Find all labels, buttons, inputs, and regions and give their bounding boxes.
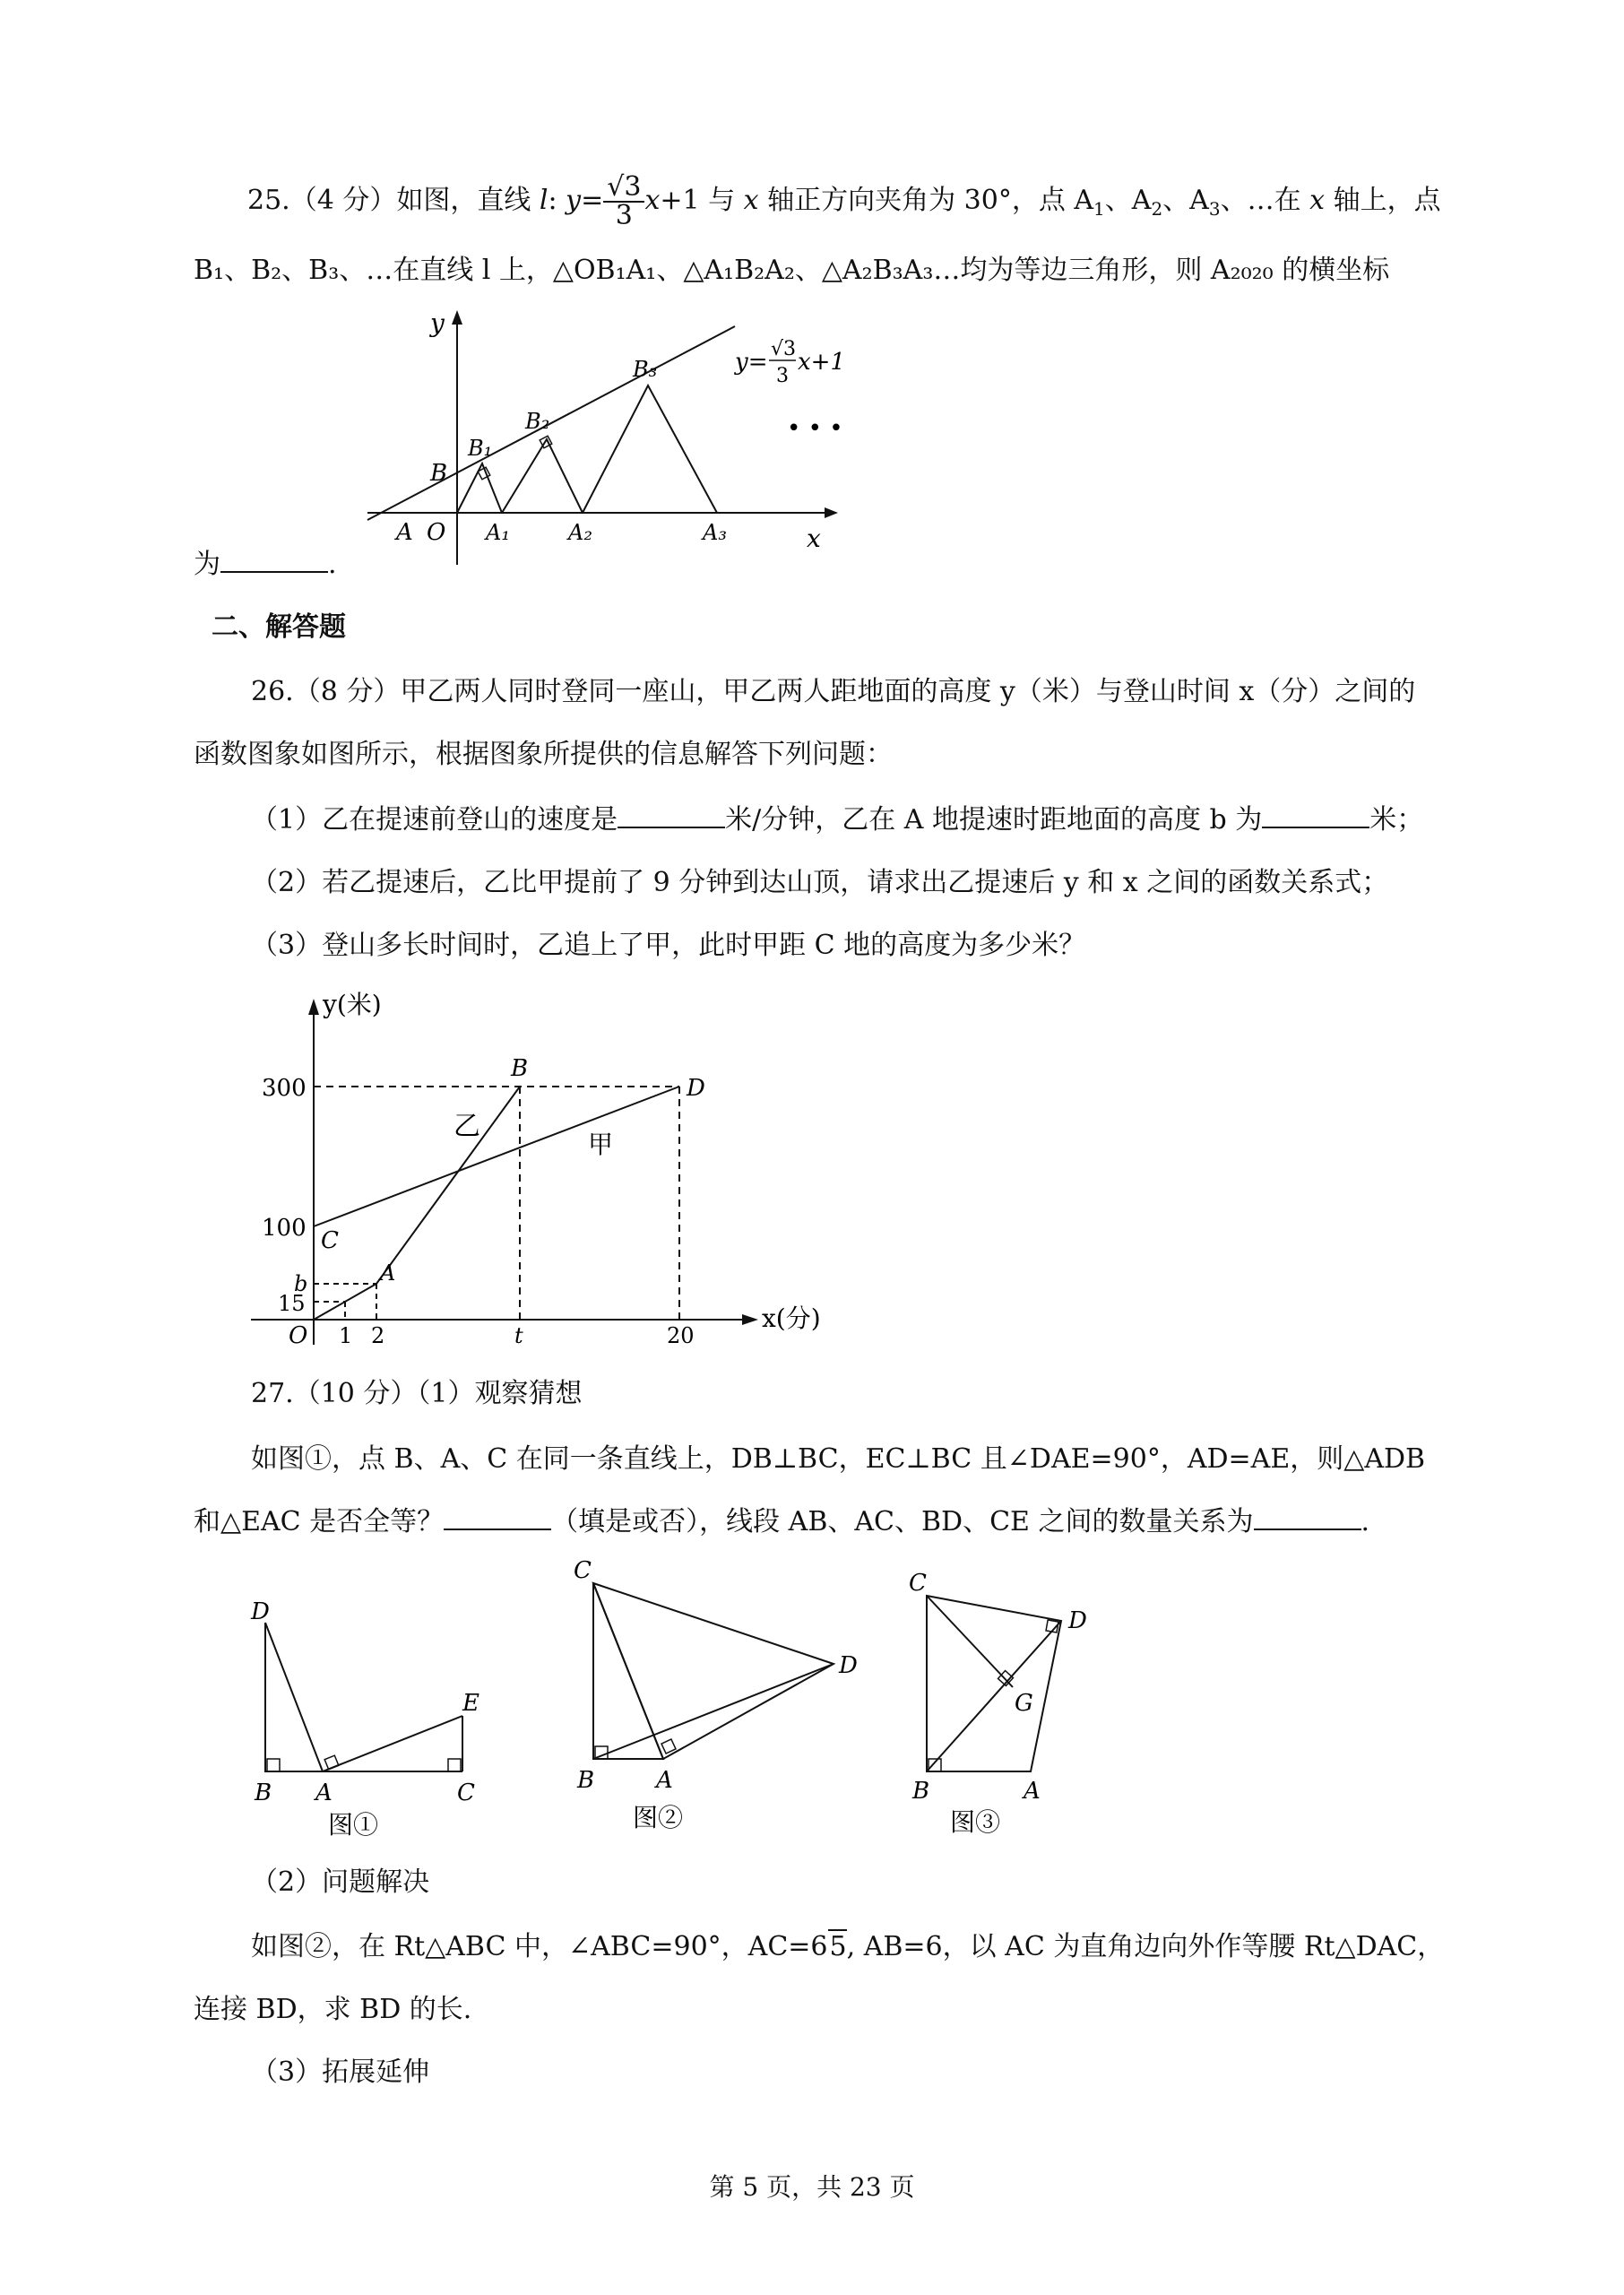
q25-sub1: 1 (1093, 198, 1105, 220)
fig1-label-e: E (462, 1690, 479, 1717)
label-b2: B₂ (525, 409, 550, 434)
page-footer: 第 5 页，共 23 页 (709, 2172, 915, 2202)
origin-label: O (289, 1322, 308, 1349)
q25-text: 25.（4 分）如图，直线 (247, 185, 540, 216)
figure-1 (250, 1598, 479, 1840)
series-yi-label: 乙 (454, 1111, 480, 1142)
q25-fraction (603, 171, 644, 231)
q27-line3-c: . (1361, 1506, 1370, 1537)
fig1-segment-da (265, 1623, 323, 1771)
q25-text-i: 轴上，点 (1325, 185, 1441, 216)
q27-line5-b: , AB=6，以 AC 为直角边向外作等腰 Rt△DAC， (846, 1931, 1445, 1962)
triangle-2 (502, 439, 583, 513)
q27-line7: （3）拓展延伸 (251, 2057, 430, 2088)
q25-line3 (194, 547, 337, 583)
tick-t: t (514, 1323, 523, 1348)
q25-line2: B₁、B₂、B₃、…在直线 l 上，△OB₁A₁、△A₁B₂A₂、△A₂B₃A₃…均为等边三角形，则 A₂₀₂₀ 的横坐标 (194, 255, 1390, 286)
x-axis-arrow (825, 507, 838, 518)
fig1-right-angle-b (267, 1759, 280, 1771)
fig2-triangle-dac (593, 1583, 834, 1759)
point-a-label: A (380, 1260, 396, 1286)
point-d-label: D (687, 1075, 705, 1102)
y-axis-label: y(米) (323, 990, 382, 1019)
x-axis-label: x(分) (762, 1303, 821, 1333)
q26-line2: 函数图象如图所示，根据图象所提供的信息解答下列问题： (194, 739, 893, 770)
x-axis-arrow (742, 1314, 758, 1325)
fig1-label-b: B (255, 1780, 272, 1806)
figures-q27 (233, 1551, 1183, 1847)
fig2-label-a: A (656, 1767, 673, 1794)
q26-part1-b: 米/分钟，乙在 A 地提速时距地面的高度 b 为 (725, 804, 1263, 836)
point-b-label: B (511, 1055, 529, 1082)
fig1-label-a: A (315, 1780, 333, 1806)
tick-20: 20 (667, 1323, 695, 1348)
q27-line2: 如图①，点 B、A、C 在同一条直线上，DB⊥BC，EC⊥BC 且∠DAE=90°，AD=AE，则△ADB (251, 1443, 1426, 1475)
label-a3: A₃ (703, 520, 727, 545)
fig2-label-c: C (574, 1557, 592, 1584)
fig1-label-c: C (457, 1780, 475, 1806)
q25-x2: x (743, 185, 759, 216)
label-b: B (430, 460, 448, 487)
q25-text-e: 、A (1104, 185, 1152, 216)
q25-text-b: +1 与 (660, 185, 744, 216)
point-c-label: C (321, 1227, 339, 1254)
figure-3 (909, 1570, 1087, 1837)
y-axis-arrow (308, 999, 319, 1015)
q25-line-name: l (539, 185, 549, 216)
fig2-right-angle-a (661, 1739, 676, 1754)
fig3-quadrilateral (927, 1596, 1061, 1771)
q26-part2: （2）若乙提速后，乙比甲提前了 9 分钟到达山顶，请求出乙提速后 y 和 x 之间的函数关系式； (251, 867, 1389, 898)
q25-sub3: 3 (1208, 198, 1221, 220)
q27-line5 (251, 1929, 1444, 1965)
line-jia (314, 1087, 679, 1226)
label-a: A (396, 519, 413, 546)
section-heading: 二、解答题 (212, 611, 346, 643)
series-jia-label: 甲 (588, 1130, 614, 1159)
fig1-segment-ae (323, 1716, 462, 1771)
fig2-label-d: D (839, 1652, 858, 1679)
line-label-y: y= (735, 349, 768, 376)
q25-eq: = (581, 185, 604, 216)
q25-period: . (328, 549, 337, 580)
figure-2 (574, 1557, 858, 1832)
fig3-label-c: C (909, 1570, 927, 1597)
tick-b: b (294, 1271, 308, 1296)
q26-part1-c: 米； (1369, 804, 1424, 836)
fig2-segment-bd (593, 1664, 834, 1759)
q27-congruent-blank[interactable] (444, 1505, 551, 1530)
q27-sqrt-value: 5 (829, 1931, 847, 1962)
fig1-caption: 图① (328, 1810, 379, 1840)
x-axis-label: x (807, 524, 821, 553)
y-axis-label: y (430, 308, 445, 338)
line-label-den: 3 (776, 365, 789, 387)
q25-x: x (644, 185, 661, 216)
q27-line3-b: （填是或否），线段 AB、AC、BD、CE 之间的数量关系为 (551, 1506, 1254, 1537)
y-axis-arrow (452, 310, 462, 325)
q27-line1: 27.（10 分）（1）观察猜想 (251, 1378, 583, 1409)
fig3-label-a: A (1024, 1778, 1041, 1805)
fig3-label-g: G (1015, 1690, 1033, 1717)
q27-line6: 连接 BD，求 BD 的长. (194, 1994, 472, 2025)
q26-part1-a: （1）乙在提速前登山的速度是 (251, 804, 618, 836)
q25-y: y (566, 185, 582, 216)
tick-300: 300 (262, 1075, 307, 1102)
line-l (367, 326, 735, 520)
q25-frac-den: 3 (615, 200, 633, 231)
q27-line3-a: 和△EAC 是否全等？ (194, 1506, 445, 1537)
label-a2: A₂ (568, 520, 592, 545)
q25-text-g: 、…在 (1220, 185, 1310, 216)
fig1-right-angle-c (448, 1759, 461, 1771)
q26-part1 (251, 802, 1423, 838)
q27-line3 (194, 1504, 1369, 1540)
label-b1: B₁ (468, 436, 493, 461)
q27-relation-blank[interactable] (1254, 1505, 1361, 1530)
q26-part3: （3）登山多长时间时，乙追上了甲，此时甲距 C 地的高度为多少米？ (251, 930, 1086, 961)
fig3-segment-bd (927, 1621, 1061, 1771)
q25-line1 (247, 171, 1441, 231)
fig3-label-d: D (1068, 1607, 1087, 1634)
q27-line5-a: 如图②，在 Rt△ABC 中，∠ABC=90°，AC=6 (251, 1931, 828, 1962)
q26-line1: 26.（8 分）甲乙两人同时登同一座山，甲乙两人距地面的高度 y（米）与登山时间 x（分）之间的 (251, 676, 1416, 707)
q26-speed-blank[interactable] (618, 803, 725, 828)
q27-line4: （2）问题解决 (251, 1866, 430, 1898)
q25-x3: x (1309, 185, 1326, 216)
q26-height-blank[interactable] (1262, 803, 1369, 828)
fig3-caption: 图③ (950, 1807, 1001, 1837)
tick-1: 1 (339, 1323, 353, 1348)
fig2-label-b: B (577, 1767, 595, 1794)
q25-frac-num: √3 (603, 174, 644, 203)
figure-q25 (341, 305, 896, 574)
tick-15: 15 (278, 1291, 306, 1316)
label-b3: B₃ (633, 357, 658, 382)
q25-text-d: 轴正方向夹角为 30°，点 A (758, 185, 1094, 216)
fig3-right-angle-b (929, 1759, 941, 1771)
q25-text-f: 、A (1162, 185, 1209, 216)
tick-2: 2 (371, 1323, 385, 1348)
q25-sub2: 2 (1151, 198, 1163, 220)
fig1-label-d: D (251, 1598, 270, 1625)
label-o: O (427, 519, 446, 546)
triangle-3 (583, 385, 717, 513)
continuation-dots: • • • (787, 415, 843, 442)
figure-q26 (242, 986, 851, 1363)
line-label-num: √3 (771, 338, 797, 360)
fig3-label-b: B (912, 1778, 930, 1805)
q25-colon: : (548, 185, 566, 216)
q25-answer-blank[interactable] (220, 548, 328, 573)
fig2-caption: 图② (633, 1803, 684, 1832)
line-label-x: x+1 (798, 349, 845, 376)
tick-100: 100 (262, 1215, 307, 1242)
label-a1: A₁ (486, 520, 510, 545)
q25-answer-prefix: 为 (194, 549, 220, 580)
